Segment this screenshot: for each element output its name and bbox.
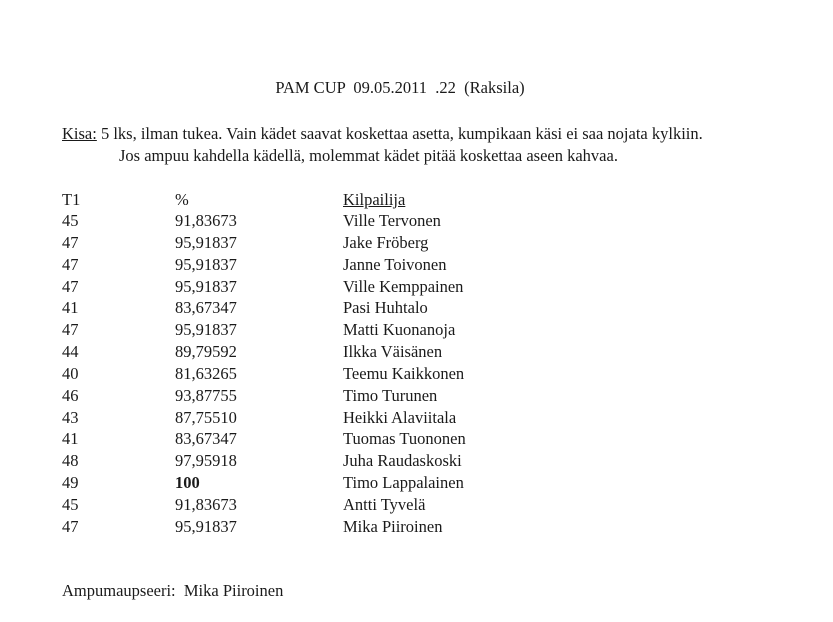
row-percent: 100 — [175, 473, 200, 493]
row-percent: 83,67347 — [175, 429, 237, 449]
row-kilpailija: Timo Turunen — [343, 385, 438, 405]
row-percent: 95,91837 — [175, 232, 237, 252]
row-kilpailija: Juha Raudaskoski — [343, 451, 462, 471]
table-row — [0, 298, 833, 320]
table-row — [0, 320, 833, 342]
header-t1: T1 — [62, 190, 81, 209]
row-percent: 95,91837 — [175, 254, 237, 274]
row-kilpailija: Heikki Alaviitala — [343, 407, 457, 427]
table-row — [0, 386, 833, 408]
row-percent: 95,91837 — [175, 320, 237, 340]
row-t1: 41 — [62, 298, 79, 318]
row-t1: 43 — [62, 407, 79, 427]
table-row — [0, 495, 833, 517]
row-t1: 47 — [62, 254, 79, 274]
document-title: PAM CUP 09.05.2011 .22 (Raksila) — [275, 78, 525, 97]
header-kilpailija: Kilpailija — [343, 190, 406, 209]
row-t1: 47 — [62, 232, 79, 252]
row-kilpailija: Ville Kemppainen — [343, 276, 464, 296]
row-kilpailija: Janne Toivonen — [343, 254, 447, 274]
table-row — [0, 211, 833, 233]
table-row — [0, 277, 833, 299]
row-kilpailija: Ilkka Väisänen — [343, 342, 443, 362]
row-t1: 49 — [62, 473, 79, 493]
row-t1: 46 — [62, 385, 79, 405]
row-kilpailija: Tuomas Tuononen — [343, 429, 466, 449]
table-row — [0, 342, 833, 364]
results-table — [0, 211, 833, 539]
footer-ampumaupseeri: Ampumaupseeri: Mika Piiroinen — [62, 581, 284, 600]
row-percent: 89,79592 — [175, 342, 237, 362]
table-row — [0, 451, 833, 473]
row-percent: 81,63265 — [175, 363, 237, 383]
row-kilpailija: Antti Tyvelä — [343, 494, 426, 514]
table-row — [0, 233, 833, 255]
kisa-rules-line-2: Jos ampuu kahdella kädellä, molemmat kädet pitää koskettaa aseen kahvaa. — [119, 146, 618, 165]
row-t1: 45 — [62, 211, 79, 230]
table-row — [0, 255, 833, 277]
row-kilpailija: Teemu Kaikkonen — [343, 363, 465, 383]
row-percent: 87,75510 — [175, 407, 237, 427]
row-percent: 91,83673 — [175, 211, 237, 230]
table-row — [0, 364, 833, 386]
table-row — [0, 408, 833, 430]
row-kilpailija: Ville Tervonen — [343, 211, 441, 230]
row-percent: 95,91837 — [175, 516, 237, 536]
table-row — [0, 517, 833, 539]
row-t1: 45 — [62, 494, 79, 514]
kisa-rules-text-1: 5 lks, ilman tukea. Vain kädet saavat koskettaa asetta, kumpikaan käsi ei saa nojata kylkiin. — [100, 124, 703, 143]
row-kilpailija: Mika Piiroinen — [343, 516, 443, 536]
row-t1: 40 — [62, 363, 79, 383]
row-percent: 97,95918 — [175, 451, 237, 471]
row-percent: 95,91837 — [175, 276, 237, 296]
row-t1: 44 — [62, 342, 79, 362]
row-kilpailija: Jake Fröberg — [343, 232, 429, 252]
row-kilpailija: Pasi Huhtalo — [343, 298, 428, 318]
row-percent: 83,67347 — [175, 298, 237, 318]
row-t1: 47 — [62, 320, 79, 340]
row-kilpailija: Matti Kuonanoja — [343, 320, 456, 340]
row-t1: 41 — [62, 429, 79, 449]
header-percent: % — [175, 190, 189, 209]
row-t1: 48 — [62, 451, 79, 471]
table-row — [0, 473, 833, 495]
row-t1: 47 — [62, 516, 79, 536]
kisa-rules-line-1 — [62, 124, 703, 144]
row-kilpailija: Timo Lappalainen — [343, 473, 464, 493]
row-percent: 91,83673 — [175, 494, 237, 514]
table-row — [0, 429, 833, 451]
row-percent: 93,87755 — [175, 385, 237, 405]
kisa-label: Kisa: — [62, 124, 97, 143]
row-t1: 47 — [62, 276, 79, 296]
